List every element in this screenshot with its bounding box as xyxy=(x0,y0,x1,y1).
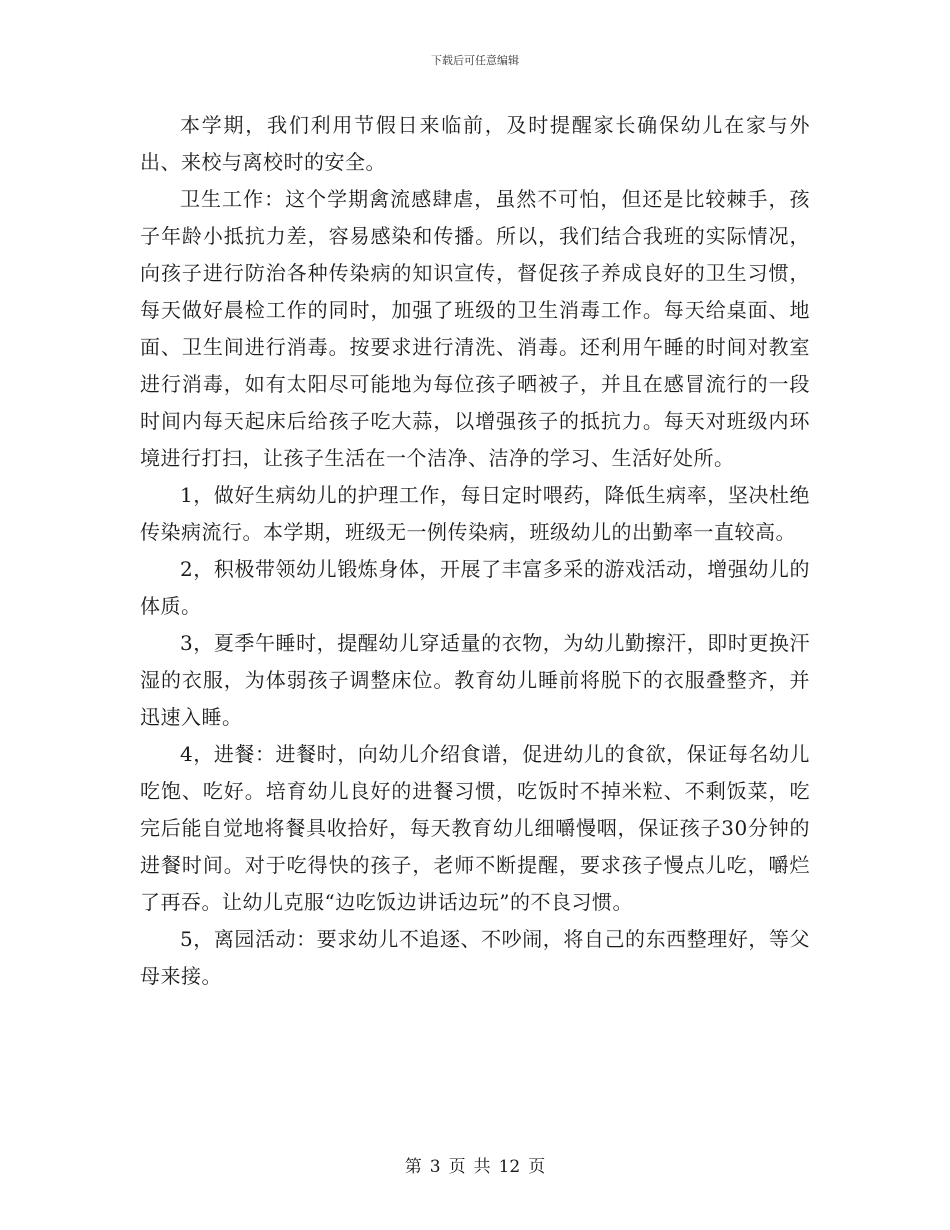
footer-page-word: 页 xyxy=(448,1157,466,1177)
total-pages-number: 12 xyxy=(498,1157,521,1177)
paragraph-item-2: 2，积极带领幼儿锻炼身体，开展了丰富多采的游戏活动，增强幼儿的体质。 xyxy=(140,557,810,618)
footer-suffix: 页 xyxy=(528,1157,546,1177)
paragraph-item-3: 3，夏季午睡时，提醒幼儿穿适量的衣物，为幼儿勤擦汗，即时更换汗湿的衣服，为体弱孩子调整床位。教育幼儿睡前将脱下的衣服叠整齐，并迅速入睡。 xyxy=(140,631,810,729)
current-page-number: 3 xyxy=(429,1157,441,1177)
footer-prefix: 第 xyxy=(404,1157,422,1177)
page-number-footer xyxy=(0,1155,950,1179)
paragraph-item-1: 1，做好生病幼儿的护理工作，每日定时喂药，降低生病率，坚决杜绝传染病流行。本学期，班级无一例传染病，班级幼儿的出勤率一直较高。 xyxy=(140,483,810,544)
paragraph-hygiene: 卫生工作：这个学期禽流感肆虐，虽然不可怕，但还是比较棘手，孩子年龄小抵抗力差，容易感染和传播。所以，我们结合我班的实际情况，向孩子进行防治各种传染病的知识宣传，督促孩子养成良好的卫生习惯，每天做好晨检工作的同时，加强了班级的卫生消毒工作。每天给桌面、地面、卫生间进行消毒。按要求进行清洗、消毒。还利用午睡的时间对教室进行消毒，如有太阳尽可能地为每位孩子晒被子，并且在感冒流行的一段时间内每天起床后给孩子吃大蒜，以增强孩子的抵抗力。每天对班级内环境进行打扫，让孩子生活在一个洁净、洁净的学习、生活好处所。 xyxy=(140,187,810,470)
paragraph-item-4: 4，进餐：进餐时，向幼儿介绍食谱，促进幼儿的食欲，保证每名幼儿吃饱、吃好。培育幼儿良好的进餐习惯，吃饭时不掉米粒、不剩饭菜，吃完后能自觉地将餐具收拾好，每天教育幼儿细嚼慢咽，保证孩子30分钟的进餐时间。对于吃得快的孩子，老师不断提醒，要求孩子慢点儿吃，嚼烂了再吞。让幼儿克服“边吃饭边讲话边玩”的不良习惯。 xyxy=(140,742,810,914)
footer-total-word: 共 xyxy=(473,1157,491,1177)
paragraph-safety: 本学期，我们利用节假日来临前，及时提醒家长确保幼儿在家与外出、来校与离校时的安全。 xyxy=(140,113,810,174)
document-body xyxy=(140,107,810,995)
download-note: 下载后可任意编辑 xyxy=(431,54,519,67)
paragraph-item-5: 5，离园活动：要求幼儿不追逐、不吵闹，将自己的东西整理好，等父母来接。 xyxy=(140,927,810,988)
